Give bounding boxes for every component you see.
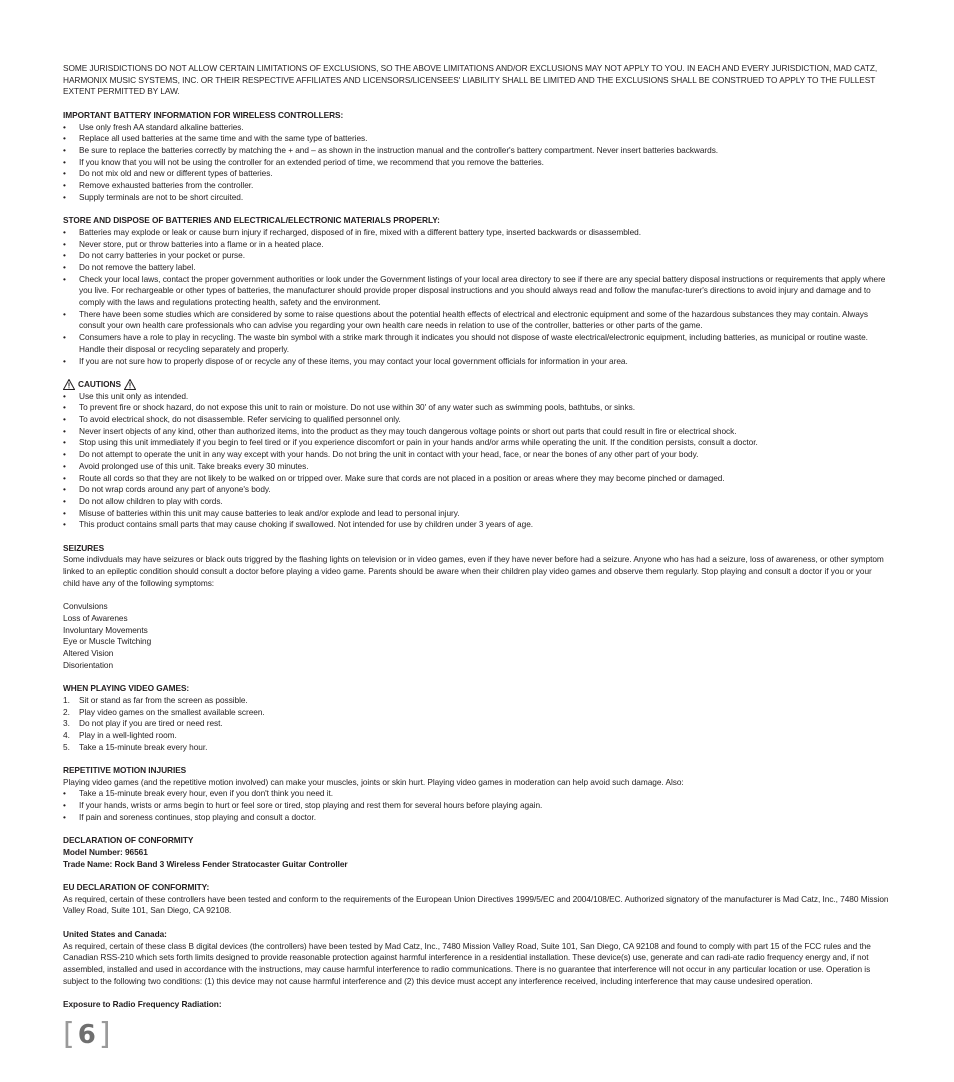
list-item: [63, 274, 889, 309]
list-item: [63, 461, 889, 473]
bullet-marker: •: [63, 168, 66, 179]
warning-triangle-icon: [63, 379, 75, 390]
bullet-marker: •: [63, 273, 66, 284]
list-item: [63, 800, 889, 812]
list-item: [63, 788, 889, 800]
bullet-marker: •: [63, 180, 66, 191]
list-item-text: Do not allow children to play with cords.: [79, 495, 223, 506]
bullet-marker: •: [63, 519, 66, 530]
list-item: [63, 473, 889, 485]
list-item: [63, 180, 889, 192]
us-canada-paragraph: As required, certain of these class B digital devices (the controllers) have been tested by Mad Catz, Inc., 7480 Mission Valley Road, Suite 101, San Diego, CA 92108 and found to comply with part 15 of the FCC rules and the Canadian RSS-210 which sets forth limits designed to provide reasonable protection against harmful interference in a residential installation. These device(s) use, generate and can radi-ate radio frequency energy and, if not assembled, installed and used in accordance with the instructions, may cause harmful interference to radio communications. There is no guarantee that interference will not occur in any particular location or use. Operation is subject to the following two conditions: (1) this device may not cause harmful interference and (2) this device must accept any interference received, including interference that may cause undesired operation.: [63, 940, 871, 986]
list-item-text: Consumers have a role to play in recycling. The waste bin symbol with a strike mark through it indicates you should not dispose of waste electrical/electronic equipment, including batteries, as municipal or routine waste. Handle their disposal or recycling separately and properly.: [79, 332, 868, 354]
list-item-text: Do not remove the battery label.: [79, 261, 196, 272]
list-item: [63, 496, 889, 508]
bullet-marker: •: [63, 495, 66, 506]
list-item-text: Check your local laws, contact the proper government authorities or look under the Government listings of your local area directory to see if there are any special battery disposal instructions or requirements that apply where you live. For rechargeable or other types of batteries, the manufacturer should provide proper disposal instructions and you should always read and follow the manufac-turer's directions to avoid injury and damage and to comply with the laws and regulations protecting health, safety and the environment.: [79, 273, 886, 308]
numbered-item-text: Do not play if you are tired or need rest.: [79, 718, 223, 729]
left-bracket: [: [63, 1017, 75, 1052]
bullet-marker: •: [63, 484, 66, 495]
eu-paragraph: As required, certain of these controllers have been tested and conform to the requirements of the European Union Directives 1999/5/EC and 2004/108/EC. Authorized signatory of the manufacturer is Mad Catz, Inc., 7480 Mission Valley Road, Suite 101, San Diego, CA 92108.: [63, 893, 889, 916]
list-item: [63, 133, 889, 145]
page-number-value: 6: [77, 1020, 96, 1050]
list-item-text: If you know that you will not be using the controller for an extended period of time, we recommend that you remove the batteries.: [79, 156, 544, 167]
list-item: [63, 356, 889, 368]
numbered-item: [63, 707, 889, 719]
list-item: [63, 309, 889, 332]
list-item-text: Take a 15-minute break every hour, even if you don't think you need it.: [79, 788, 334, 799]
list-item-text: Do not carry batteries in your pocket or purse.: [79, 250, 245, 261]
list-item: [63, 449, 889, 461]
list-item-text: If pain and soreness continues, stop playing and consult a doctor.: [79, 811, 317, 822]
cautions-heading: CAUTIONS: [78, 378, 121, 389]
bullet-marker: •: [63, 800, 66, 811]
list-item-text: Route all cords so that they are not likely to be walked on or tripped over. Make sure that cords are not placed in a position or areas where they may become pinched or damaged.: [79, 472, 725, 483]
symptom-line: Altered Vision: [63, 648, 114, 659]
numbered-item: [63, 718, 889, 730]
numbered-item: [63, 742, 889, 754]
list-item: [63, 402, 889, 414]
numbered-item-text: Play in a well-lighted room.: [79, 729, 177, 740]
numbered-item-text: Play video games on the smallest available screen.: [79, 706, 265, 717]
bullet-marker: •: [63, 425, 66, 436]
list-item-text: Replace all used batteries at the same time and with the same type of batteries.: [79, 133, 368, 144]
list-item: [63, 239, 889, 251]
list-item-text: Do not mix old and new or different types of batteries.: [79, 168, 273, 179]
list-item: [63, 484, 889, 496]
list-item: [63, 168, 889, 180]
list-item-text: If your hands, wrists or arms begin to hurt or feel sore or tired, stop playing and rest them for several hours before playing again.: [79, 800, 543, 811]
bullet-marker: •: [63, 811, 66, 822]
symptoms-list: [63, 601, 889, 671]
list-item-text: If you are not sure how to properly dispose of or recycle any of these items, you may contact your local government officials for information in your area.: [79, 355, 628, 366]
bullet-marker: •: [63, 238, 66, 249]
list-item: [63, 508, 889, 520]
us-canada-heading: United States and Canada:: [63, 928, 167, 939]
bullet-marker: •: [63, 437, 66, 448]
battery-list: [63, 122, 889, 204]
list-item: [63, 519, 889, 531]
bullet-marker: •: [63, 191, 66, 202]
rf-exposure-heading: Exposure to Radio Frequency Radiation:: [63, 999, 222, 1010]
trade-name: Trade Name: Rock Band 3 Wireless Fender Stratocaster Guitar Controller: [63, 858, 348, 869]
list-item-text: Be sure to replace the batteries correctly by matching the + and – as shown in the instruction manual and the controller's battery compartment. Never insert batteries backwards.: [79, 144, 719, 155]
list-item-text: Do not attempt to operate the unit in any way except with your hands. Do not bring the unit in contact with your head, face, or near the bones of any other part of your body.: [79, 449, 699, 460]
list-item-text: This product contains small parts that may cause choking if swallowed. Not intended for use by children under 3 years of age.: [79, 519, 534, 530]
bullet-marker: •: [63, 355, 66, 366]
repetitive-list: [63, 788, 889, 823]
bullet-marker: •: [63, 261, 66, 272]
right-bracket: ]: [98, 1017, 111, 1052]
list-item-text: Use only fresh AA standard alkaline batteries.: [79, 121, 244, 132]
bullet-marker: •: [63, 156, 66, 167]
bullet-marker: •: [63, 144, 66, 155]
battery-heading: IMPORTANT BATTERY INFORMATION FOR WIRELESS CONTROLLERS:: [63, 109, 344, 120]
list-item-text: To avoid electrical shock, do not disassemble. Refer servicing to qualified personnel only.: [79, 414, 401, 425]
list-item: [63, 437, 889, 449]
bullet-marker: •: [63, 460, 66, 471]
list-item-text: Remove exhausted batteries from the controller.: [79, 180, 254, 191]
bullet-marker: •: [63, 449, 66, 460]
symptom-line: Eye or Muscle Twitching: [63, 636, 152, 647]
numbered-item-text: Take a 15-minute break every hour.: [79, 741, 208, 752]
numbered-item-text: Sit or stand as far from the screen as possible.: [79, 694, 248, 705]
bullet-marker: •: [63, 226, 66, 237]
eu-heading: EU DECLARATION OF CONFORMITY:: [63, 882, 210, 893]
numbered-item: [63, 695, 889, 707]
item-number: 4.: [63, 729, 70, 740]
document-page: [63, 63, 889, 1011]
repetitive-paragraph: Playing video games (and the repetitive motion involved) can make your muscles, joints or skin hurt. Playing video games in moderation can help avoid such damage. Also:: [63, 776, 684, 787]
bullet-marker: •: [63, 472, 66, 483]
symptom-line: Loss of Awarenes: [63, 612, 128, 623]
playing-heading: WHEN PLAYING VIDEO GAMES:: [63, 683, 190, 694]
bullet-marker: •: [63, 788, 66, 799]
list-item: [63, 145, 889, 157]
repetitive-heading: REPETITIVE MOTION INJURIES: [63, 765, 187, 776]
dispose-list: [63, 227, 889, 367]
liability-paragraph: SOME JURISDICTIONS DO NOT ALLOW CERTAIN LIMITATIONS OF EXCLUSIONS, SO THE ABOVE LIMITATIONS AND/OR EXCLUSIONS MAY NOT APPLY TO YOU. IN EACH AND EVERY JURISDICTION, MAD CATZ, HARMONIX MUSIC SYSTEMS, INC. OR THEIR RESPECTIVE AFFILIATES AND LICENSORS/LICENSEES' LIABILITY SHALL BE LIMITED AND THE EXCLUSIONS SHALL BE CONSTRUED TO APPLY TO THE FULLEST EXTENT PERMITTED BY LAW.: [63, 63, 878, 97]
bullet-marker: •: [63, 133, 66, 144]
list-item-text: Stop using this unit immediately if you begin to feel tired or if you experience discomfort or pain in your hands and/or arms while operating the unit. If the condition persists, consult a doctor.: [79, 437, 758, 448]
list-item: [63, 157, 889, 169]
list-item-text: Do not wrap cords around any part of anyone's body.: [79, 484, 271, 495]
page-number: [63, 1017, 111, 1052]
symptom-line: Convulsions: [63, 601, 108, 612]
list-item: [63, 414, 889, 426]
item-number: 3.: [63, 718, 70, 729]
bullet-marker: •: [63, 332, 66, 343]
list-item: [63, 812, 889, 824]
numbered-item: [63, 730, 889, 742]
cautions-list: [63, 391, 889, 531]
list-item: [63, 227, 889, 239]
warning-triangle-icon: [124, 379, 136, 390]
item-number: 1.: [63, 694, 70, 705]
list-item: [63, 192, 889, 204]
cautions-heading-row: [63, 379, 889, 391]
bullet-marker: •: [63, 390, 66, 401]
symptom-line: Disorientation: [63, 659, 114, 670]
list-item: [63, 262, 889, 274]
list-item: [63, 426, 889, 438]
bullet-marker: •: [63, 507, 66, 518]
symptom-line: Involuntary Movements: [63, 624, 148, 635]
list-item-text: Never store, put or throw batteries into a flame or in a heated place.: [79, 238, 324, 249]
dispose-heading: STORE AND DISPOSE OF BATTERIES AND ELECTRICAL/ELECTRONIC MATERIALS PROPERLY:: [63, 215, 440, 226]
playing-list: [63, 695, 889, 754]
bullet-marker: •: [63, 250, 66, 261]
list-item-text: Avoid prolonged use of this unit. Take breaks every 30 minutes.: [79, 460, 309, 471]
bullet-marker: •: [63, 121, 66, 132]
bullet-marker: •: [63, 402, 66, 413]
seizures-heading: SEIZURES: [63, 542, 105, 553]
bullet-marker: •: [63, 308, 66, 319]
list-item-text: To prevent fire or shock hazard, do not expose this unit to rain or moisture. Do not use within 30' of any water such as swimming pools, bathtubs, or sinks.: [79, 402, 635, 413]
bullet-marker: •: [63, 414, 66, 425]
list-item-text: Supply terminals are not to be short circuited.: [79, 191, 244, 202]
conformity-heading: DECLARATION OF CONFORMITY: [63, 835, 194, 846]
list-item-text: Misuse of batteries within this unit may cause batteries to leak and/or explode and lead to personal injury.: [79, 507, 460, 518]
list-item-text: Use this unit only as intended.: [79, 390, 189, 401]
item-number: 2.: [63, 706, 70, 717]
list-item-text: Batteries may explode or leak or cause burn injury if recharged, disposed of in fire, mixed with a different battery type, inserted backwards or disassembled.: [79, 226, 641, 237]
list-item-text: There have been some studies which are considered by some to raise questions about the potential health effects of electrical and electronic equipment and some of the hazardous substances they may contain. Always consult your own health care professionals who can advise you regarding your own health care needs in relation to use of the controller, batteries or other parts of the game.: [79, 308, 868, 331]
list-item: [63, 250, 889, 262]
list-item-text: Never insert objects of any kind, other than authorized items, into the product as they may touch dangerous voltage points or short out parts that could result in fire or electrical shock.: [79, 425, 737, 436]
list-item: [63, 391, 889, 403]
seizures-paragraph: Some indivduals may have seizures or black outs triggred by the flashing lights on television or in video games, even if they have never before had a seizure. Anyone who has had a seizure, loss of awareness, or other symptom linked to an epileptic condition should consult a doctor before playing a video game. Parents should be aware when their children play video games and observe them regularly. Stop playing and consult a doctor if you or your child have any of the following symptoms:: [63, 554, 884, 588]
item-number: 5.: [63, 741, 70, 752]
list-item: [63, 122, 889, 134]
list-item: [63, 332, 889, 355]
model-number: Model Number: 96561: [63, 846, 148, 857]
